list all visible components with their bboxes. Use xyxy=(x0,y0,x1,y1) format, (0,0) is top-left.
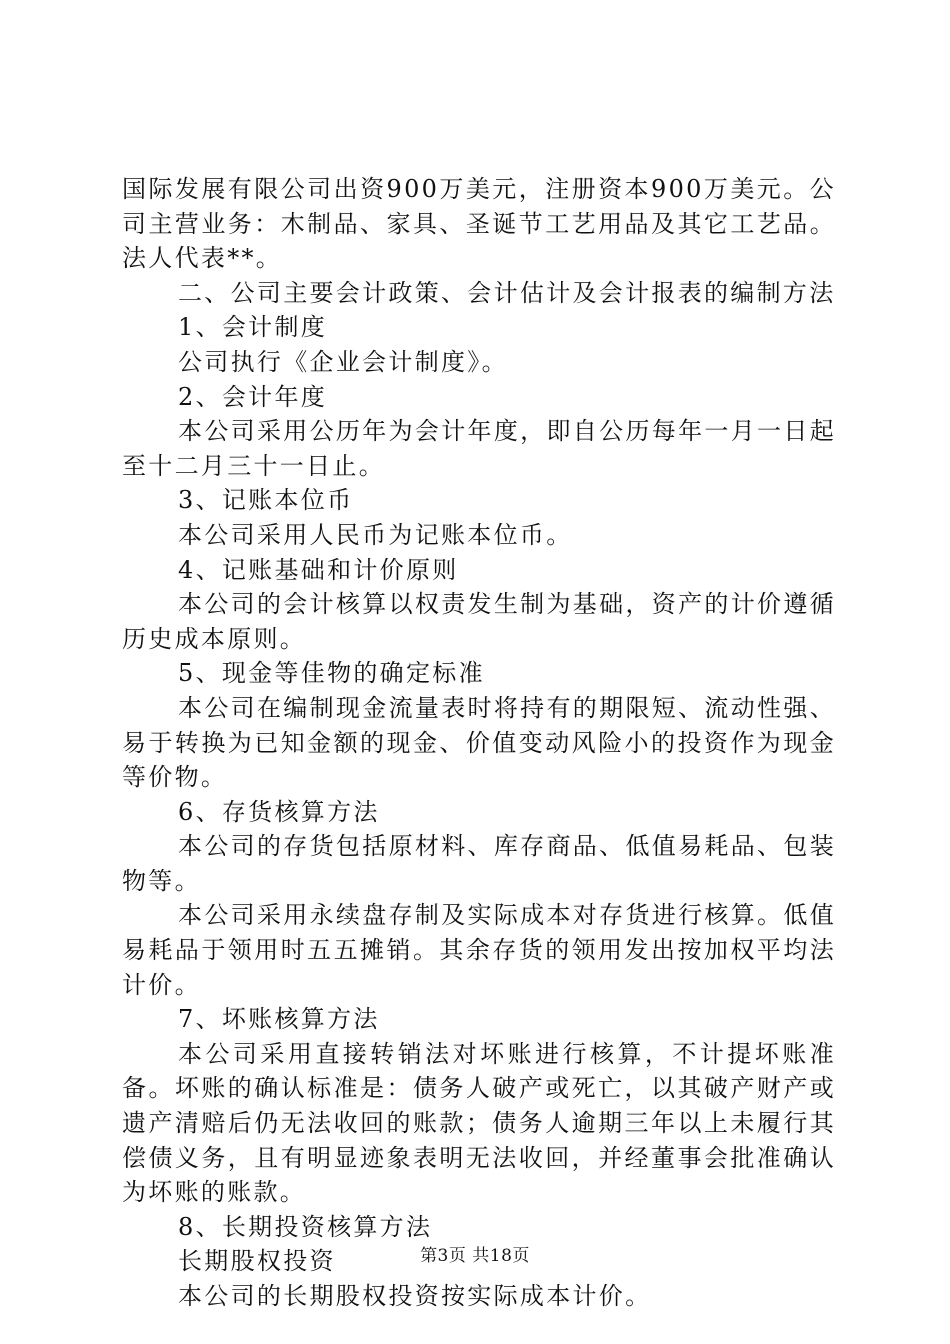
subheading-fiscal-year: 2、会计年度 xyxy=(178,382,328,411)
paragraph-company-overview: 国际发展有限公司出资900万美元，注册资本900万美元。公司主营业务：木制品、家具、圣诞节工艺用品及其它工艺品。法人代表**。 xyxy=(122,175,836,273)
paragraph-inventory-method: 本公司采用永续盘存制及实际成本对存货进行核算。低值易耗品于领用时五五摊销。其余存货的领用发出按加权平均法计价。 xyxy=(122,901,836,999)
subheading-accounting-system: 1、会计制度 xyxy=(178,313,328,342)
subheading-long-term-investment: 8、长期投资核算方法 xyxy=(178,1212,433,1241)
section-heading-accounting-policies: 二、公司主要会计政策、会计估计及会计报表的编制方法 xyxy=(178,278,836,307)
paragraph-fiscal-year: 本公司采用公历年为会计年度，即自公历每年一月一日起至十二月三十一日止。 xyxy=(122,417,836,480)
paragraph-accounting-basis: 本公司的会计核算以权责发生制为基础，资产的计价遵循历史成本原则。 xyxy=(122,590,836,653)
subheading-accounting-basis: 4、记账基础和计价原则 xyxy=(178,555,459,584)
subheading-cash-equivalents: 5、现金等佳物的确定标准 xyxy=(178,659,485,688)
subheading-functional-currency: 3、记账本位币 xyxy=(178,486,354,515)
page-number-footer: 第3页 共18页 xyxy=(420,1246,530,1266)
subheading-inventory: 6、存货核算方法 xyxy=(178,797,380,826)
paragraph-bad-debts: 本公司采用直接转销法对坏账进行核算，不计提坏账准备。坏账的确认标准是：债务人破产或死亡，以其破产财产或遗产清赔后仍无法收回的账款；债务人逾期三年以上未履行其偿债义务，且有明显迹象表明无法收回，并经董事会批准确认为坏账的账款。 xyxy=(122,1039,836,1207)
paragraph-equity-investment: 本公司的长期股权投资按实际成本计价。 xyxy=(178,1282,652,1310)
paragraph-inventory-scope: 本公司的存货包括原材料、库存商品、低值易耗品、包装物等。 xyxy=(122,832,836,895)
paragraph-accounting-system: 公司执行《企业会计制度》。 xyxy=(178,347,508,376)
subheading-bad-debts: 7、坏账核算方法 xyxy=(178,1005,380,1034)
document-body xyxy=(122,172,836,1314)
paragraph-functional-currency: 本公司采用人民币为记账本位币。 xyxy=(178,520,573,549)
subheading-equity-investment: 长期股权投资 xyxy=(178,1247,336,1276)
paragraph-cash-equivalents: 本公司在编制现金流量表时将持有的期限短、流动性强、易于转换为已知金额的现金、价值变动风险小的投资作为现金等价物。 xyxy=(122,693,836,792)
